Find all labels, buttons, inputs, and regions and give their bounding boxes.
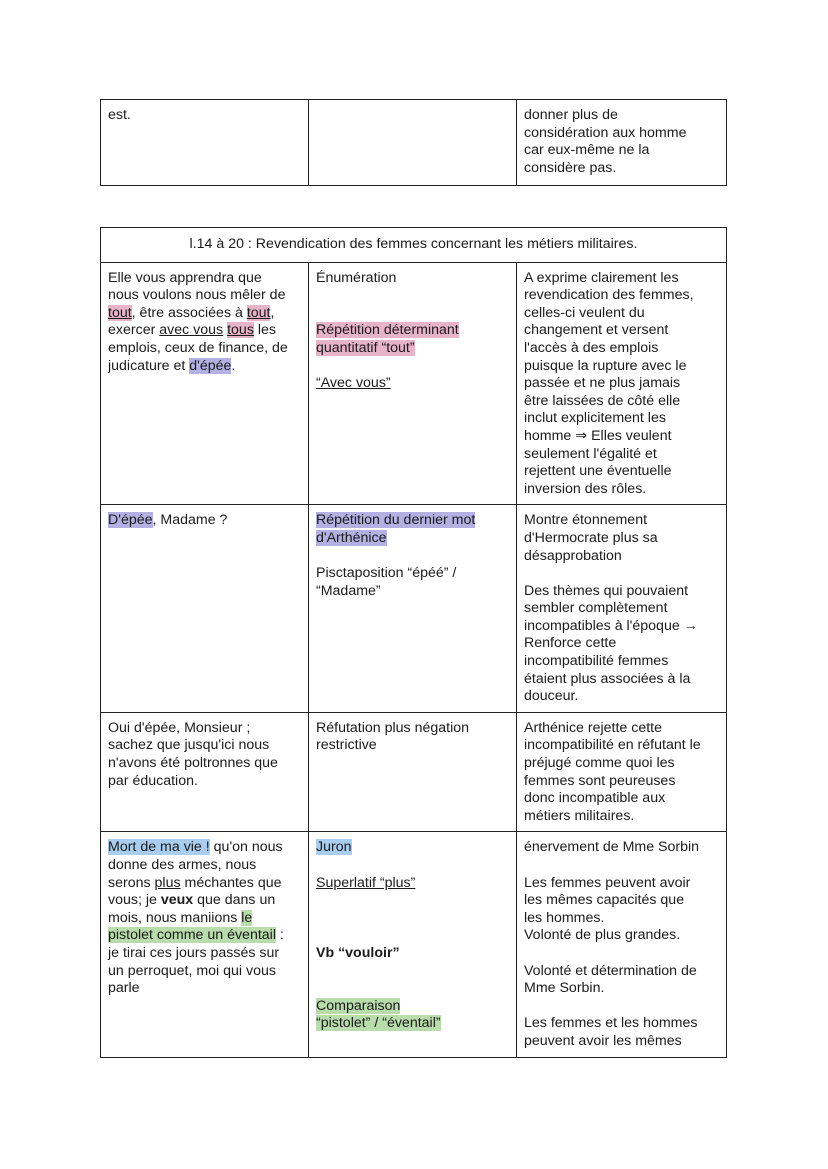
table-row <box>101 262 727 505</box>
table-header-row <box>101 228 727 263</box>
underline-avec-vous: avec vous <box>159 322 224 339</box>
table-row <box>101 505 727 713</box>
text-cell: Oui d'épée, Monsieur ; sachez que jusqu'ici nous n'avons été poltronnes que par éducation. <box>101 712 309 832</box>
bold-veux: veux <box>160 892 194 909</box>
analysis-cell: Arthénice rejette cette incompatibilité en réfutant le préjugé comme quoi les femmes sont peureuses donc incompatible aux métiers militaires. <box>517 712 727 832</box>
highlight-tout: tout <box>108 304 132 321</box>
table-row <box>101 712 727 832</box>
highlight-tous: tous <box>227 322 254 339</box>
continuation-table <box>100 99 727 186</box>
process-cell: Réfutation plus négation restrictive <box>309 712 517 832</box>
text-cell <box>101 100 309 186</box>
underline-plus: plus <box>154 874 181 891</box>
highlight-juron: Mort de ma vie ! <box>108 839 210 856</box>
table-row <box>101 100 727 186</box>
analysis-table <box>100 227 727 1058</box>
process-cell: Répétition du dernier mot d'Arthénice Pisctaposition “épéé” / “Madame” <box>309 505 517 713</box>
section-heading: l.14 à 20 : Revendication des femmes concernant les métiers militaires. <box>101 228 727 263</box>
analysis-cell: A exprime clairement les revendication des femmes, celles-ci veulent du changement et versent l'accès à des emplois puisque la rupture avec le passée et ne plus jamais être laissées de côté elle inclut explicitement les homme ⇒ Elles veulent seulement l'égalité et rejettent une éventuelle inversion des rôles. <box>517 262 727 505</box>
text-cell: Mort de ma vie ! qu'on nous donne des armes, nous serons plus méchantes que vous; je veux que dans un mois, nous maniions le pistolet comme un éventail : je tirai ces jours passés sur un perroquet, moi qui vous parle <box>101 832 309 1057</box>
analysis-cell: énervement de Mme Sorbin Les femmes peuvent avoir les mêmes capacités que les hommes. Volonté de plus grandes. Volonté et détermination de Mme Sorbin. Les femmes et les hommes peuvent avoir les mêmes <box>517 832 727 1057</box>
highlight-repetition: Répétition du dernier mot <box>316 512 476 529</box>
analysis-cell: donner plus de considération aux homme car eux-même ne la considère pas. <box>517 100 727 186</box>
highlight-depee: d'épée <box>189 357 232 374</box>
highlight-comparaison: “pistolet” / “éventail” <box>316 1015 441 1032</box>
highlight-comparaison: Comparaison <box>316 997 401 1014</box>
highlight-repetition: d'Arthénice <box>316 529 387 546</box>
process-cell <box>309 100 517 186</box>
highlight-repetition: quantitatif “tout” <box>316 339 415 356</box>
quote-text: est. <box>108 107 131 123</box>
highlight-comparaison: le <box>241 909 253 926</box>
highlight-repetition: Répétition déterminant <box>316 322 459 339</box>
highlight-comparaison: pistolet comme un éventail <box>108 927 276 944</box>
text-cell: Elle vous apprendra que nous voulons nous mêler de tout, être associées à tout, exercer avec vous tous les emplois, ceux de finance, de judicature et d'épée. <box>101 262 309 505</box>
process-cell: Énumération Répétition déterminant quantitatif “tout” “Avec vous” <box>309 262 517 505</box>
highlight-juron: Juron <box>316 839 352 856</box>
table-row <box>101 832 727 1057</box>
highlight-depee: D'épée <box>108 512 153 529</box>
process-cell: Juron Superlatif “plus” Vb “vouloir” Comparaison “pistolet” / “éventail” <box>309 832 517 1057</box>
text-cell: D'épée, Madame ? <box>101 505 309 713</box>
analysis-cell: Montre étonnement d'Hermocrate plus sa désapprobation Des thèmes qui pouvaient sembler complètement incompatibles à l'époque → Renforce cette incompatibilité femmes étaient plus associées à la douceur. <box>517 505 727 713</box>
highlight-tout: tout <box>246 304 271 321</box>
